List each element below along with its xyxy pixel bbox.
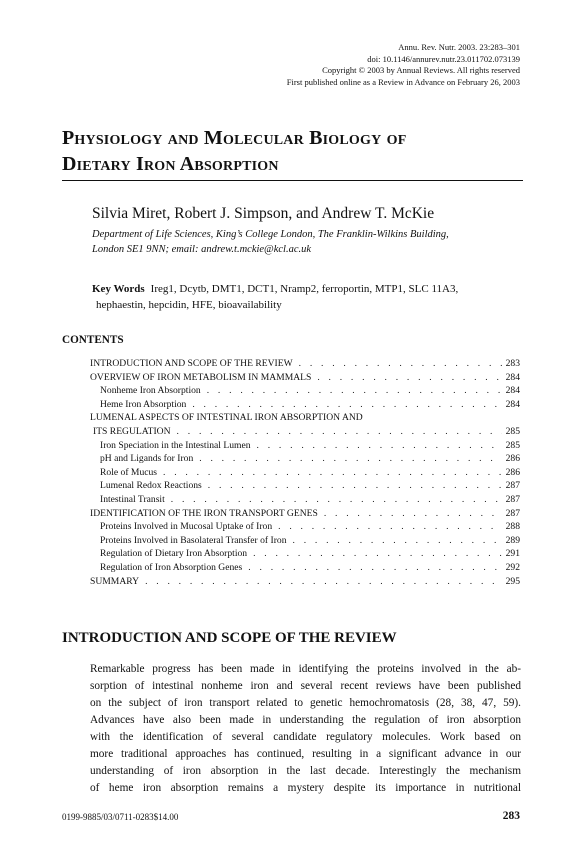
toc-entry: SUMMARY . . . 295 bbox=[90, 576, 520, 590]
toc-entry: Regulation of Dietary Iron Absorption . . . 291 bbox=[90, 548, 520, 562]
body-line: Advances have also been made in understanding the regulation of iron absorption bbox=[90, 714, 521, 726]
journal-citation: Annu. Rev. Nutr. 2003. 23:283–301 bbox=[398, 42, 520, 52]
toc-entry: OVERVIEW OF IRON METABOLISM IN MAMMALS . . . 284 bbox=[90, 372, 520, 386]
affiliation-line-2: London SE1 9NN; email: andrew.t.mckie@kcl.ac.uk bbox=[92, 244, 312, 255]
body-line: of heme iron absorption remains a mystery despite its importance in nutritional bbox=[90, 782, 521, 794]
section-heading: INTRODUCTION AND SCOPE OF THE REVIEW bbox=[62, 630, 397, 646]
toc-entry: pH and Ligands for Iron . . . 286 bbox=[90, 453, 520, 467]
keywords-line-1: Ireg1, Dcytb, DMT1, DCT1, Nramp2, ferroportin, MTP1, SLC 11A3, bbox=[150, 283, 459, 295]
body-line: sorption of intestinal nonheme iron and several recent reviews have been published bbox=[90, 680, 521, 692]
body-line: on the subject of iron transport related to genetic hemochromatosis (28, 38, 47, 59). bbox=[90, 697, 521, 709]
title-rule bbox=[62, 180, 523, 181]
body-line: more traditional approaches has continued, resulting in a significant advance in our bbox=[90, 748, 521, 760]
toc-entry: ITS REGULATION . . . 285 bbox=[90, 426, 520, 440]
title-line-2: Dietary Iron Absorption bbox=[62, 153, 279, 175]
page-number: 283 bbox=[502, 810, 520, 822]
toc-entry: Role of Mucus . . . 286 bbox=[90, 467, 520, 481]
article-title bbox=[62, 125, 522, 177]
toc-entry: Proteins Involved in Basolateral Transfer of Iron . . . 289 bbox=[90, 535, 520, 549]
toc-entry: Lumenal Redox Reactions . . . 287 bbox=[90, 480, 520, 494]
copyright: Copyright © 2003 by Annual Reviews. All rights reserved bbox=[322, 65, 520, 76]
body-line: understanding of iron absorption in the last decade. Interestingly the mechanism bbox=[90, 765, 521, 777]
contents-heading: CONTENTS bbox=[62, 334, 124, 346]
toc-entry: Heme Iron Absorption . . . 284 bbox=[90, 399, 520, 413]
toc-entry: Intestinal Transit . . . 287 bbox=[90, 494, 520, 508]
doi: doi: 10.1146/annurev.nutr.23.011702.073139 bbox=[367, 53, 520, 64]
title-line-1: Physiology and Molecular Biology of bbox=[62, 127, 407, 149]
toc-entry: IDENTIFICATION OF THE IRON TRANSPORT GENES . . . 287 bbox=[90, 508, 520, 522]
body-line: with the identification of several candidate regulatory molecules. Work based on bbox=[90, 731, 521, 743]
article-code: 0199-9885/03/0711-0283$14.00 bbox=[62, 812, 179, 822]
journal-header bbox=[287, 42, 520, 88]
published-online: First published online as a Review in Advance on February 26, 2003 bbox=[286, 76, 520, 87]
toc-entry: Proteins Involved in Mucosal Uptake of Iron . . . 288 bbox=[90, 521, 520, 535]
keywords-label: Key Words bbox=[92, 283, 145, 295]
keywords-line-2: hephaestin, hepcidin, HFE, bioavailability bbox=[96, 298, 282, 311]
body-line: Remarkable progress has been made in identifying the proteins involved in the ab- bbox=[90, 663, 521, 675]
affiliation-line-1: Department of Life Sciences, King’s College London, The Franklin-Wilkins Building, bbox=[92, 229, 449, 240]
table-of-contents bbox=[90, 358, 520, 589]
body-paragraph bbox=[90, 661, 521, 797]
toc-entry: Nonheme Iron Absorption . . . 284 bbox=[90, 385, 520, 399]
toc-entry: Regulation of Iron Absorption Genes . . . 292 bbox=[90, 562, 520, 576]
toc-entry: Iron Speciation in the Intestinal Lumen . . . 285 bbox=[90, 440, 520, 454]
keywords bbox=[92, 282, 532, 313]
authors: Silvia Miret, Robert J. Simpson, and Andrew T. McKie bbox=[92, 205, 435, 222]
affiliation bbox=[92, 227, 532, 257]
toc-entry: INTRODUCTION AND SCOPE OF THE REVIEW . . . 283 bbox=[90, 358, 520, 372]
toc-entry: LUMENAL ASPECTS OF INTESTINAL IRON ABSORPTION AND bbox=[90, 412, 363, 424]
